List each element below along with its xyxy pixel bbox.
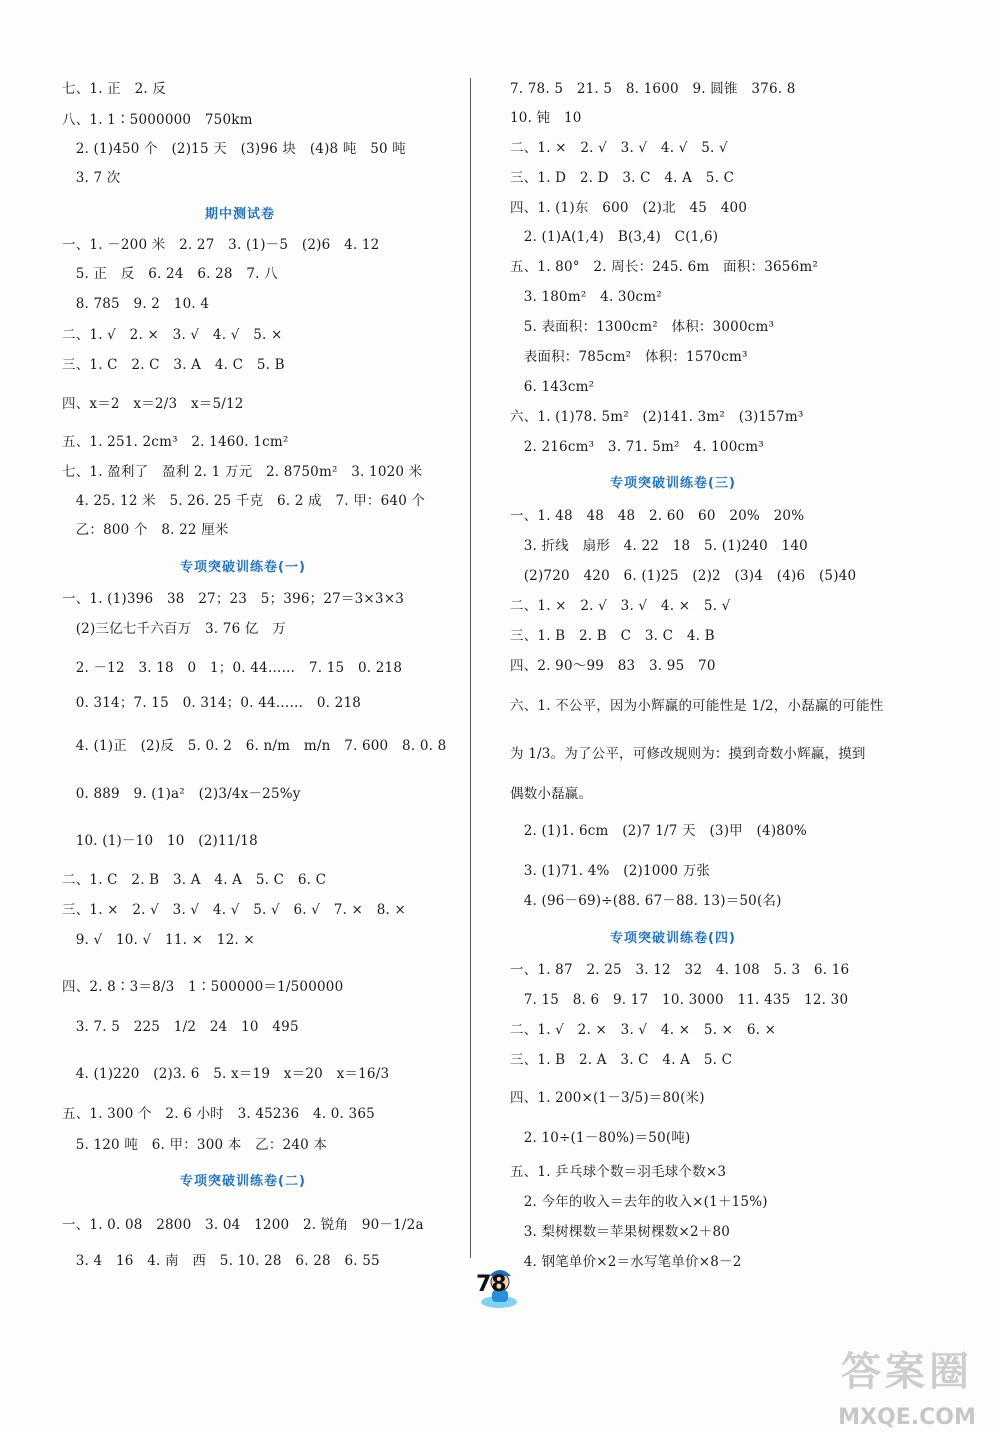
answer-line: 2. (1)1. 6cm (2)7 1/7 天 (3)甲 (4)80%: [510, 823, 807, 839]
answer-line: 七、1. 正 2. 反: [62, 81, 167, 97]
answer-line: 4. (1)220 (2)3. 6 5. x＝19 x＝20 x＝16/3: [62, 1066, 390, 1082]
answer-line: 2. 10÷(1－80%)＝50(吨): [510, 1130, 691, 1146]
answer-line: 3. 7 次: [62, 170, 121, 186]
answer-line: (2)720 420 6. (1)25 (2)2 (3)4 (4)6 (5)40: [510, 568, 857, 584]
answer-line: 2. 216cm³ 3. 71. 5m² 4. 100cm³: [510, 439, 764, 455]
answer-line: 3. (1)71. 4% (2)1000 万张: [510, 863, 711, 879]
answer-line: 为 1/3。为了公平，可修改规则为：摸到奇数小辉赢，摸到: [510, 746, 866, 762]
answer-line: 8. 785 9. 2 10. 4: [62, 296, 210, 312]
answer-line: 7. 78. 5 21. 5 8. 1600 9. 圆锥 376. 8: [510, 81, 796, 97]
answer-line: 一、1. －200 米 2. 27 3. (1)－5 (2)6 4. 12: [62, 237, 380, 253]
answer-line: 三、1. D 2. D 3. C 4. A 5. C: [510, 170, 735, 186]
answer-line: 二、1. √ 2. × 3. √ 4. × 5. × 6. ×: [510, 1022, 777, 1038]
answer-line: 二、1. √ 2. × 3. √ 4. √ 5. ×: [62, 327, 283, 343]
answer-line: 7. 15 8. 6 9. 17 10. 3000 11. 435 12. 30: [510, 992, 849, 1008]
answer-line: 偶数小磊赢。: [510, 786, 593, 802]
section-title: 专项突破训练卷(二): [180, 1174, 306, 1189]
answer-line: 五、1. 300 个 2. 6 小时 3. 45236 4. 0. 365: [62, 1106, 375, 1122]
answer-line: 3. 4 16 4. 南 西 5. 10. 28 6. 28 6. 55: [62, 1253, 380, 1269]
answer-line: 五、1. 80° 2. 周长：245. 6m 面积：3656m²: [510, 259, 818, 275]
answer-line: 一、1. 48 48 48 2. 60 60 20% 20%: [510, 508, 805, 524]
answer-line: 二、1. × 2. √ 3. √ 4. √ 5. √: [510, 140, 728, 156]
answer-line: 四、2. 90～99 83 3. 95 70: [510, 658, 716, 674]
section-title: 专项突破训练卷(三): [610, 476, 736, 491]
answer-line: 表面积：785cm² 体积：1570cm³: [510, 349, 748, 365]
section-title: 专项突破训练卷(一): [180, 560, 306, 575]
column-divider: [470, 78, 471, 1258]
answer-line: 2. (1)A(1,4) B(3,4) C(1,6): [510, 229, 719, 245]
answer-line: 四、1. 200×(1－3/5)＝80(米): [510, 1090, 705, 1106]
answer-line: 10. (1)－10 10 (2)11/18: [62, 833, 258, 849]
answer-line: 2. 今年的收入＝去年的收入×(1＋15%): [510, 1194, 768, 1210]
answer-line: 4. 25. 12 米 5. 26. 25 千克 6. 2 成 7. 甲：640 个: [62, 493, 426, 509]
answer-line: 三、1. × 2. √ 3. √ 4. √ 5. √ 6. √ 7. × 8. ×: [62, 902, 407, 918]
answer-line: 六、1. 不公平，因为小辉赢的可能性是 1/2，小磊赢的可能性: [510, 698, 884, 714]
answer-line: 五、1. 乒乓球个数＝羽毛球个数×3: [510, 1164, 727, 1180]
answer-line: 3. 180m² 4. 30cm²: [510, 289, 662, 305]
answer-line: 一、1. 87 2. 25 3. 12 32 4. 108 5. 3 6. 16: [510, 962, 850, 978]
answer-line: 六、1. (1)78. 5m² (2)141. 3m² (3)157m³: [510, 409, 804, 425]
answer-line: 四、x＝2 x＝2/3 x＝5/12: [62, 396, 244, 412]
watermark-url: MXQE.COM: [838, 1405, 976, 1430]
answer-line: 3. 梨树棵数＝苹果树棵数×2＋80: [510, 1224, 731, 1240]
page-number: 78: [476, 1272, 507, 1297]
answer-line: 5. 120 吨 6. 甲：300 本 乙：240 本: [62, 1137, 328, 1153]
answer-line: 一、1. 0. 08 2800 3. 04 1200 2. 锐角 90－1/2a: [62, 1217, 424, 1233]
answer-line: 6. 143cm²: [510, 379, 595, 395]
answer-line: 9. √ 10. √ 11. × 12. ×: [62, 932, 255, 948]
answer-line: 3. 折线 扇形 4. 22 18 5. (1)240 140: [510, 538, 808, 554]
answer-line: 三、1. C 2. C 3. A 4. C 5. B: [62, 357, 285, 373]
answer-line: 5. 正 反 6. 24 6. 28 7. 八: [62, 266, 278, 282]
answer-line: 2. －12 3. 18 0 1；0. 44…… 7. 15 0. 218: [62, 660, 403, 676]
watermark-logo: 答案圈: [841, 1349, 973, 1395]
answer-line: 二、1. C 2. B 3. A 4. A 5. C 6. C: [62, 872, 327, 888]
watermark: [822, 1340, 992, 1430]
answer-line: 0. 889 9. (1)a² (2)3/4x－25%y: [62, 786, 301, 802]
answer-line: 四、2. 8∶3＝8/3 1∶500000＝1/500000: [62, 979, 344, 995]
answer-line: 10. 钝 10: [510, 110, 582, 126]
answer-line: 一、1. (1)396 38 27；23 5；396；27＝3×3×3: [62, 591, 405, 607]
answer-line: 三、1. B 2. A 3. C 4. A 5. C: [510, 1052, 733, 1068]
section-title: 专项突破训练卷(四): [610, 931, 736, 946]
answer-line: 4. (1)正 (2)反 5. 0. 2 6. n/m m/n 7. 600 8. 0. 8: [62, 738, 447, 754]
answer-line: 二、1. × 2. √ 3. √ 4. × 5. √: [510, 598, 731, 614]
answer-line: 乙：800 个 8. 22 厘米: [62, 522, 229, 538]
answer-line: 七、1. 盈利了 盈利 2. 1 万元 2. 8750m² 3. 1020 米: [62, 464, 423, 480]
answer-line: 三、1. B 2. B C 3. C 4. B: [510, 628, 715, 644]
answer-line: 3. 7. 5 225 1/2 24 10 495: [62, 1019, 299, 1035]
answer-line: 2. (1)450 个 (2)15 天 (3)96 块 (4)8 吨 50 吨: [62, 141, 407, 157]
answer-line: 八、1. 1∶5000000 750km: [62, 112, 253, 128]
answer-line: (2)三亿七千六百万 3. 76 亿 万: [62, 621, 286, 637]
answer-line: 0. 314；7. 15 0. 314；0. 44…… 0. 218: [62, 695, 362, 711]
section-title: 期中测试卷: [205, 207, 276, 222]
answer-line: 四、1. (1)东 600 (2)北 45 400: [510, 200, 748, 216]
answer-line: 4. (96－69)÷(88. 67－88. 13)＝50(名): [510, 893, 782, 909]
answer-line: 4. 钢笔单价×2＝水写笔单价×8－2: [510, 1254, 742, 1270]
answer-line: 五、1. 251. 2cm³ 2. 1460. 1cm²: [62, 434, 289, 450]
answer-line: 5. 表面积：1300cm² 体积：3000cm³: [510, 319, 775, 335]
